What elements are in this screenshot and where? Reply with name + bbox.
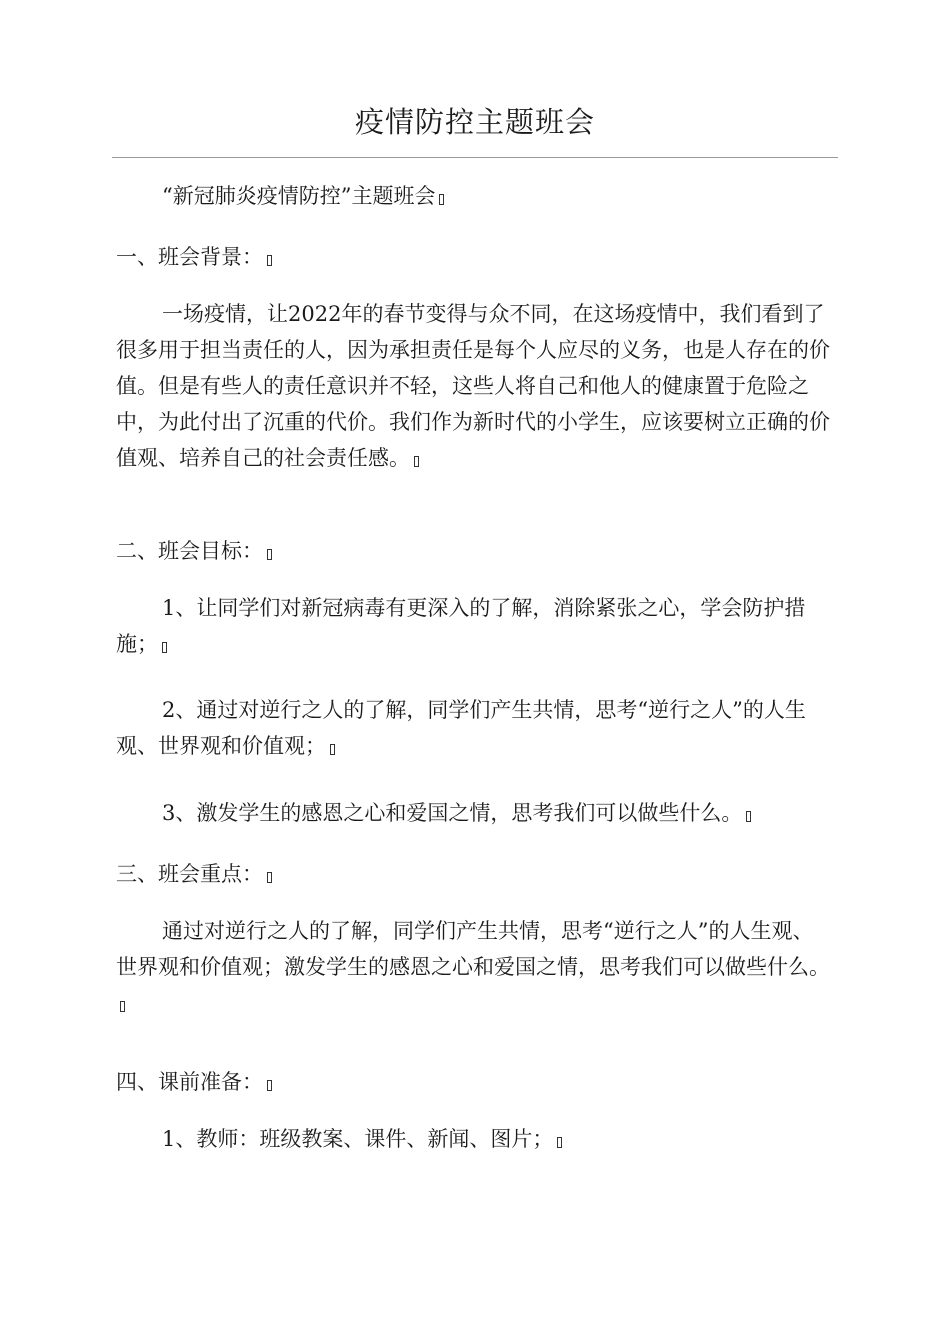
heading-text: 二、班会目标： bbox=[116, 539, 263, 563]
paragraph-mark-icon bbox=[414, 456, 419, 467]
paragraph-text: 1、教师：班级教案、课件、新闻、图片； bbox=[162, 1127, 554, 1151]
section-heading-background bbox=[116, 239, 832, 275]
paragraph-mark-icon bbox=[746, 811, 751, 822]
paragraph-mark-icon bbox=[557, 1137, 562, 1148]
paragraph-text: 1、让同学们对新冠病毒有更深入的了解，消除紧张之心，学会防护措施； bbox=[116, 596, 806, 656]
heading-text: 一、班会背景： bbox=[116, 245, 263, 269]
paragraph-text: 通过对逆行之人的了解，同学们产生共情，思考“逆行之人”的人生观、世界观和价值观；激发学生的感恩之心和爱国之情，思考我们可以做些什么。 bbox=[116, 919, 830, 979]
paragraph-text: 2、通过对逆行之人的了解，同学们产生共情，思考“逆行之人”的人生观、世界观和价值观； bbox=[116, 698, 806, 758]
heading-text: 四、课前准备： bbox=[116, 1070, 263, 1094]
paragraph-text: 一场疫情，让2022年的春节变得与众不同，在这场疫情中，我们看到了很多用于担当责任的人，因为承担责任是每个人应尽的义务，也是人存在的价值。但是有些人的责任意识并不轻，这些人将自己和他人的健康置于危险之中，为此付出了沉重的代价。我们作为新时代的小学生，应该要树立正确的价值观、培养自己的社会责任感。 bbox=[116, 302, 830, 470]
focus-paragraph bbox=[116, 913, 832, 1021]
paragraph-mark-icon bbox=[120, 1001, 125, 1012]
document-title: 疫情防控主题班会 bbox=[354, 105, 595, 139]
paragraph-mark-icon bbox=[439, 194, 444, 205]
paragraph-mark-icon bbox=[162, 642, 167, 653]
goal-item-2 bbox=[116, 692, 832, 764]
section-heading-focus bbox=[116, 856, 832, 892]
subtitle-line bbox=[116, 178, 832, 214]
subtitle-text: “新冠肺炎疫情防控”主题班会 bbox=[162, 184, 436, 208]
section-heading-goals bbox=[116, 533, 832, 569]
goal-item-3 bbox=[116, 795, 832, 831]
paragraph-text: 3、激发学生的感恩之心和爱国之情，思考我们可以做些什么。 bbox=[162, 801, 743, 825]
section-heading-preparation bbox=[116, 1064, 832, 1100]
heading-text: 三、班会重点： bbox=[116, 862, 263, 886]
title-divider bbox=[112, 157, 838, 158]
paragraph-mark-icon bbox=[267, 549, 272, 560]
paragraph-mark-icon bbox=[267, 872, 272, 883]
goal-item-1 bbox=[116, 590, 832, 662]
background-paragraph bbox=[116, 296, 832, 476]
paragraph-mark-icon bbox=[267, 1080, 272, 1091]
paragraph-mark-icon bbox=[330, 744, 335, 755]
paragraph-mark-icon bbox=[267, 255, 272, 266]
preparation-item-1 bbox=[116, 1121, 832, 1157]
